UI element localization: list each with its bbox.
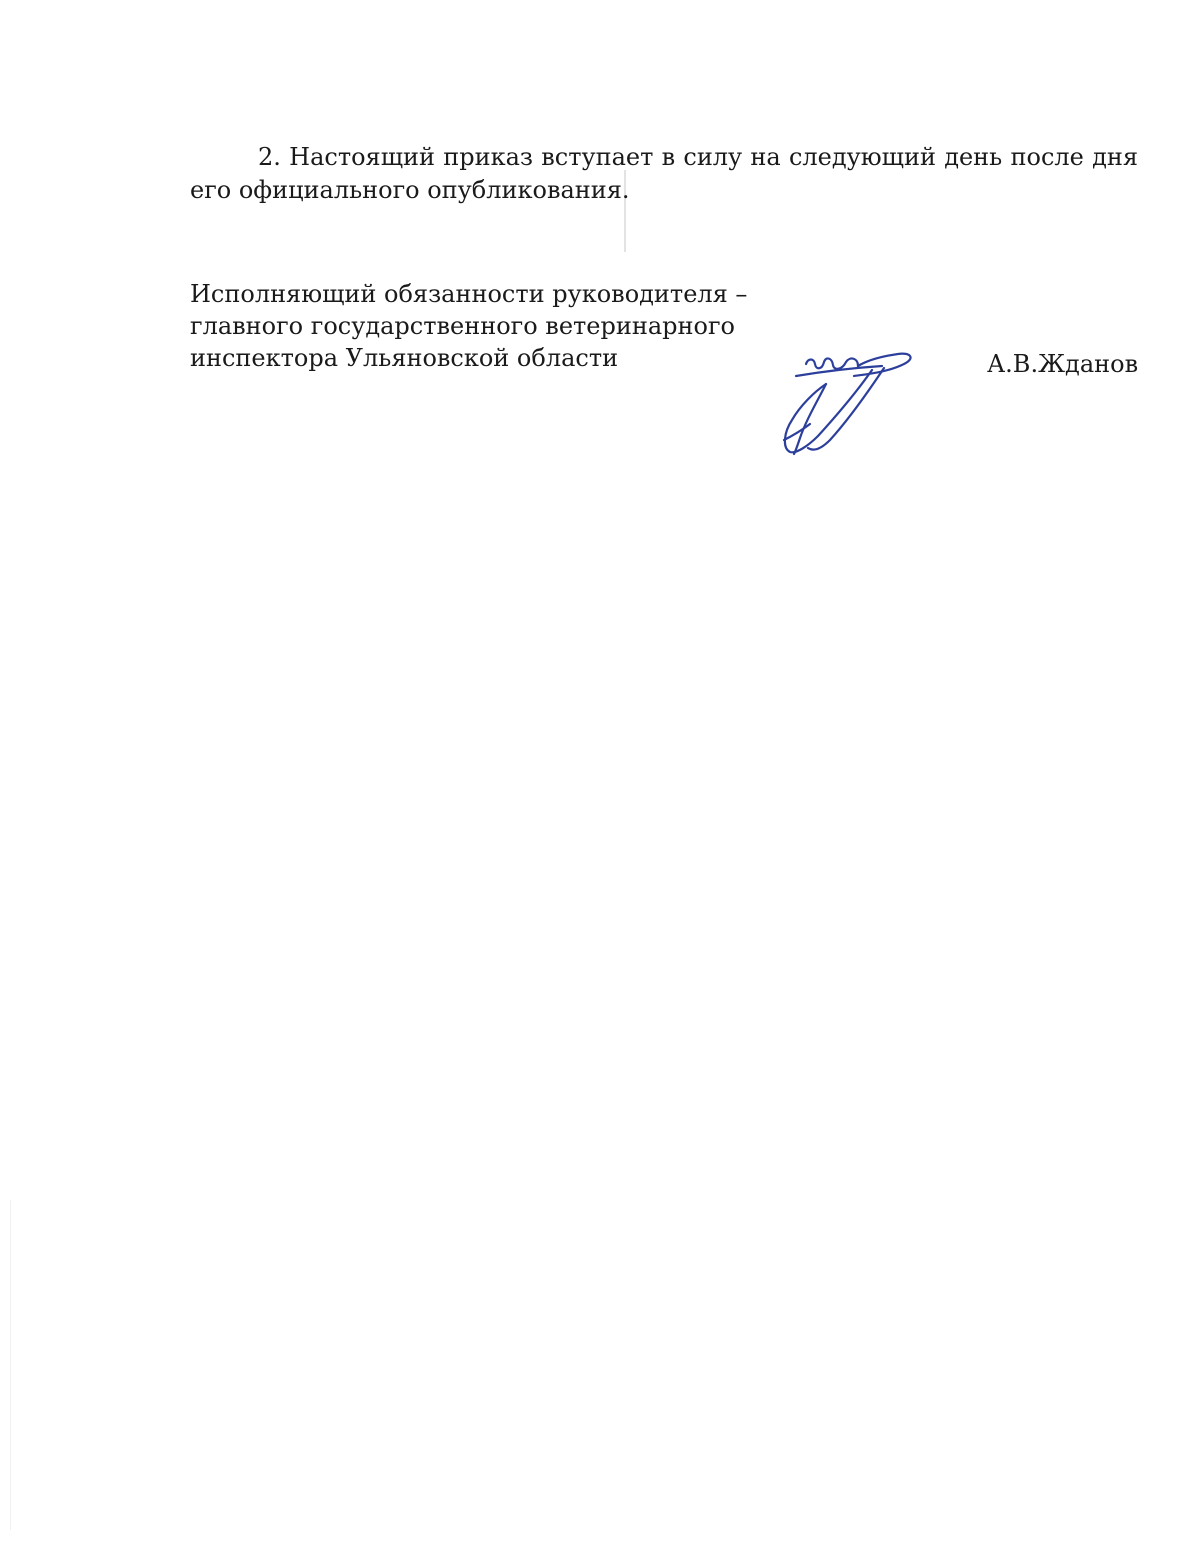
paragraph-effective-date: 2. Настоящий приказ вступает в силу на следующий день после дня его официального опубликования. — [190, 143, 1138, 204]
signer-position-line-3: инспектора Ульяновской области — [190, 344, 619, 372]
signer-position-line-2: главного государственного ветеринарного — [190, 312, 735, 340]
scan-artifact-edge — [10, 1200, 11, 1530]
handwritten-signature-icon — [772, 340, 932, 460]
signer-name: А.В.Жданов — [987, 350, 1139, 378]
signer-position-line-1: Исполняющий обязанности руководителя – — [190, 280, 748, 308]
signer-position — [190, 278, 750, 374]
